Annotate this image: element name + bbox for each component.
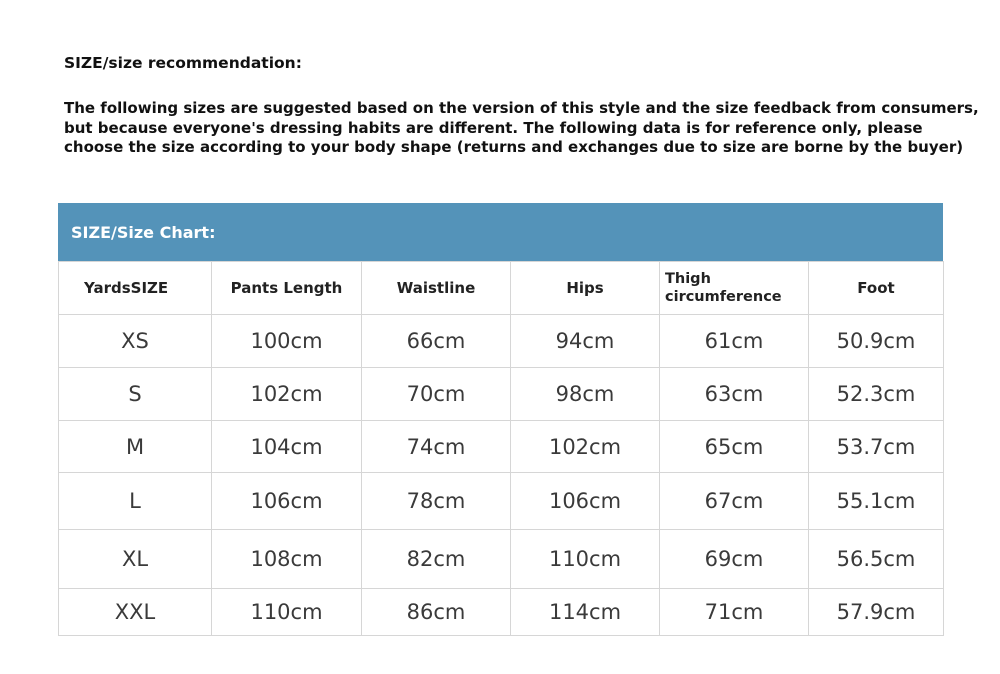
cell-thigh: 67cm bbox=[660, 473, 809, 530]
cell-size: XL bbox=[59, 530, 212, 589]
cell-thigh: 71cm bbox=[660, 589, 809, 636]
cell-waistline: 78cm bbox=[362, 473, 511, 530]
column-header-size: YardsSIZE bbox=[59, 262, 212, 315]
intro-paragraph bbox=[64, 99, 979, 158]
cell-thigh: 63cm bbox=[660, 368, 809, 421]
column-header-thigh bbox=[660, 262, 809, 315]
intro-line: The following sizes are suggested based on the version of this style and the size feedback from consumers, bbox=[64, 99, 979, 117]
cell-pants-length: 106cm bbox=[212, 473, 362, 530]
cell-foot: 52.3cm bbox=[809, 368, 944, 421]
cell-foot: 55.1cm bbox=[809, 473, 944, 530]
cell-waistline: 86cm bbox=[362, 589, 511, 636]
cell-waistline: 66cm bbox=[362, 315, 511, 368]
thigh-header-line-2: circumference bbox=[665, 289, 782, 305]
cell-thigh: 65cm bbox=[660, 421, 809, 473]
column-header-waistline: Waistline bbox=[362, 262, 511, 315]
table-header-row bbox=[59, 262, 944, 315]
table-row bbox=[59, 473, 944, 530]
size-chart bbox=[58, 203, 943, 636]
cell-waistline: 70cm bbox=[362, 368, 511, 421]
column-header-foot: Foot bbox=[809, 262, 944, 315]
size-chart-title: SIZE/Size Chart: bbox=[58, 203, 943, 261]
cell-hips: 106cm bbox=[511, 473, 660, 530]
cell-waistline: 74cm bbox=[362, 421, 511, 473]
cell-size: S bbox=[59, 368, 212, 421]
cell-hips: 110cm bbox=[511, 530, 660, 589]
cell-foot: 53.7cm bbox=[809, 421, 944, 473]
cell-size: XXL bbox=[59, 589, 212, 636]
cell-size: XS bbox=[59, 315, 212, 368]
cell-thigh: 69cm bbox=[660, 530, 809, 589]
table-row bbox=[59, 421, 944, 473]
cell-foot: 50.9cm bbox=[809, 315, 944, 368]
size-table bbox=[58, 261, 944, 636]
thigh-header-line-1: Thigh bbox=[665, 271, 711, 287]
table-row bbox=[59, 589, 944, 636]
table-row bbox=[59, 368, 944, 421]
cell-hips: 102cm bbox=[511, 421, 660, 473]
cell-hips: 98cm bbox=[511, 368, 660, 421]
cell-size: L bbox=[59, 473, 212, 530]
cell-thigh: 61cm bbox=[660, 315, 809, 368]
cell-pants-length: 110cm bbox=[212, 589, 362, 636]
table-row bbox=[59, 315, 944, 368]
table-row bbox=[59, 530, 944, 589]
cell-pants-length: 102cm bbox=[212, 368, 362, 421]
column-header-hips: Hips bbox=[511, 262, 660, 315]
cell-pants-length: 104cm bbox=[212, 421, 362, 473]
cell-foot: 57.9cm bbox=[809, 589, 944, 636]
cell-size: M bbox=[59, 421, 212, 473]
cell-foot: 56.5cm bbox=[809, 530, 944, 589]
cell-hips: 94cm bbox=[511, 315, 660, 368]
cell-pants-length: 108cm bbox=[212, 530, 362, 589]
column-header-pants-length: Pants Length bbox=[212, 262, 362, 315]
intro-line: but because everyone's dressing habits are different. The following data is for reference only, please bbox=[64, 118, 923, 137]
cell-waistline: 82cm bbox=[362, 530, 511, 589]
page-heading: SIZE/size recommendation: bbox=[64, 54, 302, 72]
cell-pants-length: 100cm bbox=[212, 315, 362, 368]
intro-line: choose the size according to your body shape (returns and exchanges due to size are borne by the buyer) bbox=[64, 138, 964, 156]
cell-hips: 114cm bbox=[511, 589, 660, 636]
